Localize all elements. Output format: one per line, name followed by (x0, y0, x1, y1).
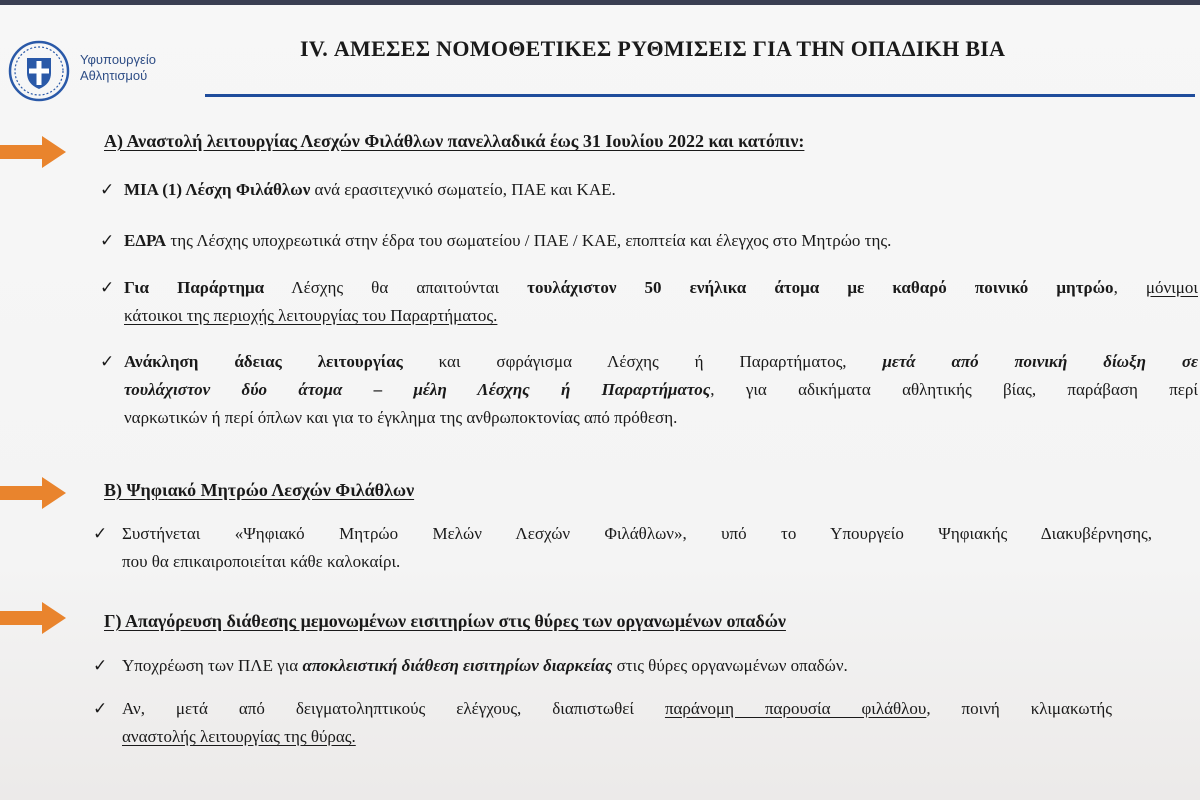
check-icon: ✓ (93, 699, 108, 719)
section-a-item-3 (124, 274, 1198, 330)
b-item-line-2: που θα επικαιροποιείται κάθε καλοκαίρι. (122, 552, 401, 571)
section-a-item-2 (124, 227, 891, 255)
text: Υποχρέωση των ΠΛΕ για (122, 656, 303, 675)
section-c-item-1 (122, 652, 848, 680)
check-icon: ✓ (100, 278, 115, 298)
section-a-heading: Α) Αναστολή λειτουργίας Λεσχών Φιλάθλων πανελλαδικά έως 31 Ιουλίου 2022 και κατόπιν: (104, 131, 805, 151)
title-underline-rule (205, 94, 1195, 97)
text: ανά ερασιτεχνικό σωματείο, ΠΑΕ και ΚΑΕ. (310, 180, 616, 199)
section-c-item-2 (122, 695, 1112, 751)
text-bold: Για Παράρτημα (124, 278, 265, 297)
text: Λέσχης θα απαιτούνται (264, 278, 528, 297)
text-underlined: μόνιμοι (1145, 278, 1198, 297)
section-b-heading: Β) Ψηφιακό Μητρώο Λεσχών Φιλάθλων (104, 480, 415, 500)
text-bold-italic: μετά από ποινική δίωξη σε (882, 352, 1198, 371)
check-icon: ✓ (100, 231, 115, 251)
check-icon: ✓ (100, 352, 115, 372)
section-b-item-1 (122, 520, 1152, 576)
b-item-line-1: Συστήνεται «Ψηφιακό Μητρώο Μελών Λεσχών Φιλάθλων», υπό το Υπουργείο Ψηφιακής Διακυβέρνησης, (122, 524, 1152, 543)
ministry-line-2: Αθλητισμού (80, 68, 148, 83)
arrow-icon (0, 134, 66, 170)
hellenic-emblem-logo (8, 40, 70, 102)
text-bold: τουλάχιστον 50 ενήλικα άτομα με καθαρό ποινικό μητρώο (527, 278, 1114, 297)
text-underlined: παράνομη παρουσία φιλάθλου (664, 699, 927, 718)
check-icon: ✓ (93, 524, 108, 544)
item-3-line-1 (124, 274, 1198, 302)
arrow-icon (0, 600, 66, 636)
check-icon: ✓ (100, 180, 115, 200)
ministry-line-1: Υφυπουργείο (80, 52, 156, 67)
text-bold-italic: αποκλειστική διάθεση εισιτηρίων διαρκείας (302, 656, 613, 675)
arrow-icon (0, 475, 66, 511)
item-4-line-2 (124, 376, 1198, 404)
text-underlined: κάτοικοι της περιοχής λειτουργίας του Παραρτήματος. (124, 306, 498, 325)
text: , ποινή κλιμακωτής (926, 699, 1113, 718)
page-title: IV. ΑΜΕΣΕΣ ΝΟΜΟΘΕΤΙΚΕΣ ΡΥΘΜΙΣΕΙΣ ΓΙΑ ΤΗΝ ΟΠΑΔΙΚΗ ΒΙΑ (300, 36, 1006, 61)
text: , (1113, 278, 1146, 297)
section-a-item-4 (124, 348, 1198, 432)
text: στις θύρες οργανωμένων οπαδών. (612, 656, 848, 675)
section-c-heading: Γ) Απαγόρευση διάθεσης μεμονωμένων εισιτηρίων στις θύρες των οργανωμένων οπαδών (104, 611, 786, 631)
text: και σφράγισμα Λέσχης ή Παραρτήματος, (402, 352, 883, 371)
item-4-line-3: ναρκωτικών ή περί όπλων και για το έγκλημα της ανθρωποκτονίας από πρόθεση. (124, 408, 678, 427)
c-item-2-line-1 (122, 695, 1112, 723)
text-underlined: αναστολής λειτουργίας της θύρας. (122, 727, 356, 746)
section-a-item-1 (124, 176, 616, 204)
text-bold: Ανάκληση άδειας λειτουργίας (124, 352, 403, 371)
text-bold: ΜΙΑ (1) Λέσχη Φιλάθλων (124, 180, 311, 199)
text: , για αδικήματα αθλητικής βίας, παράβαση περί (710, 380, 1198, 399)
text-bold: ΕΔΡΑ (124, 231, 167, 250)
text-bold-italic: τουλάχιστον δύο άτομα – μέλη Λέσχης ή Παραρτήματος (124, 380, 711, 399)
item-4-line-1 (124, 348, 1198, 376)
ministry-name (80, 52, 156, 84)
text: Αν, μετά από δειγματοληπτικούς ελέγχους, διαπιστωθεί (122, 699, 665, 718)
text: της Λέσχης υποχρεωτικά στην έδρα του σωματείου / ΠΑΕ / ΚΑΕ, εποπτεία και έλεγχος στο Μητρώο της. (166, 231, 892, 250)
check-icon: ✓ (93, 656, 108, 676)
top-edge-bar (0, 0, 1200, 5)
